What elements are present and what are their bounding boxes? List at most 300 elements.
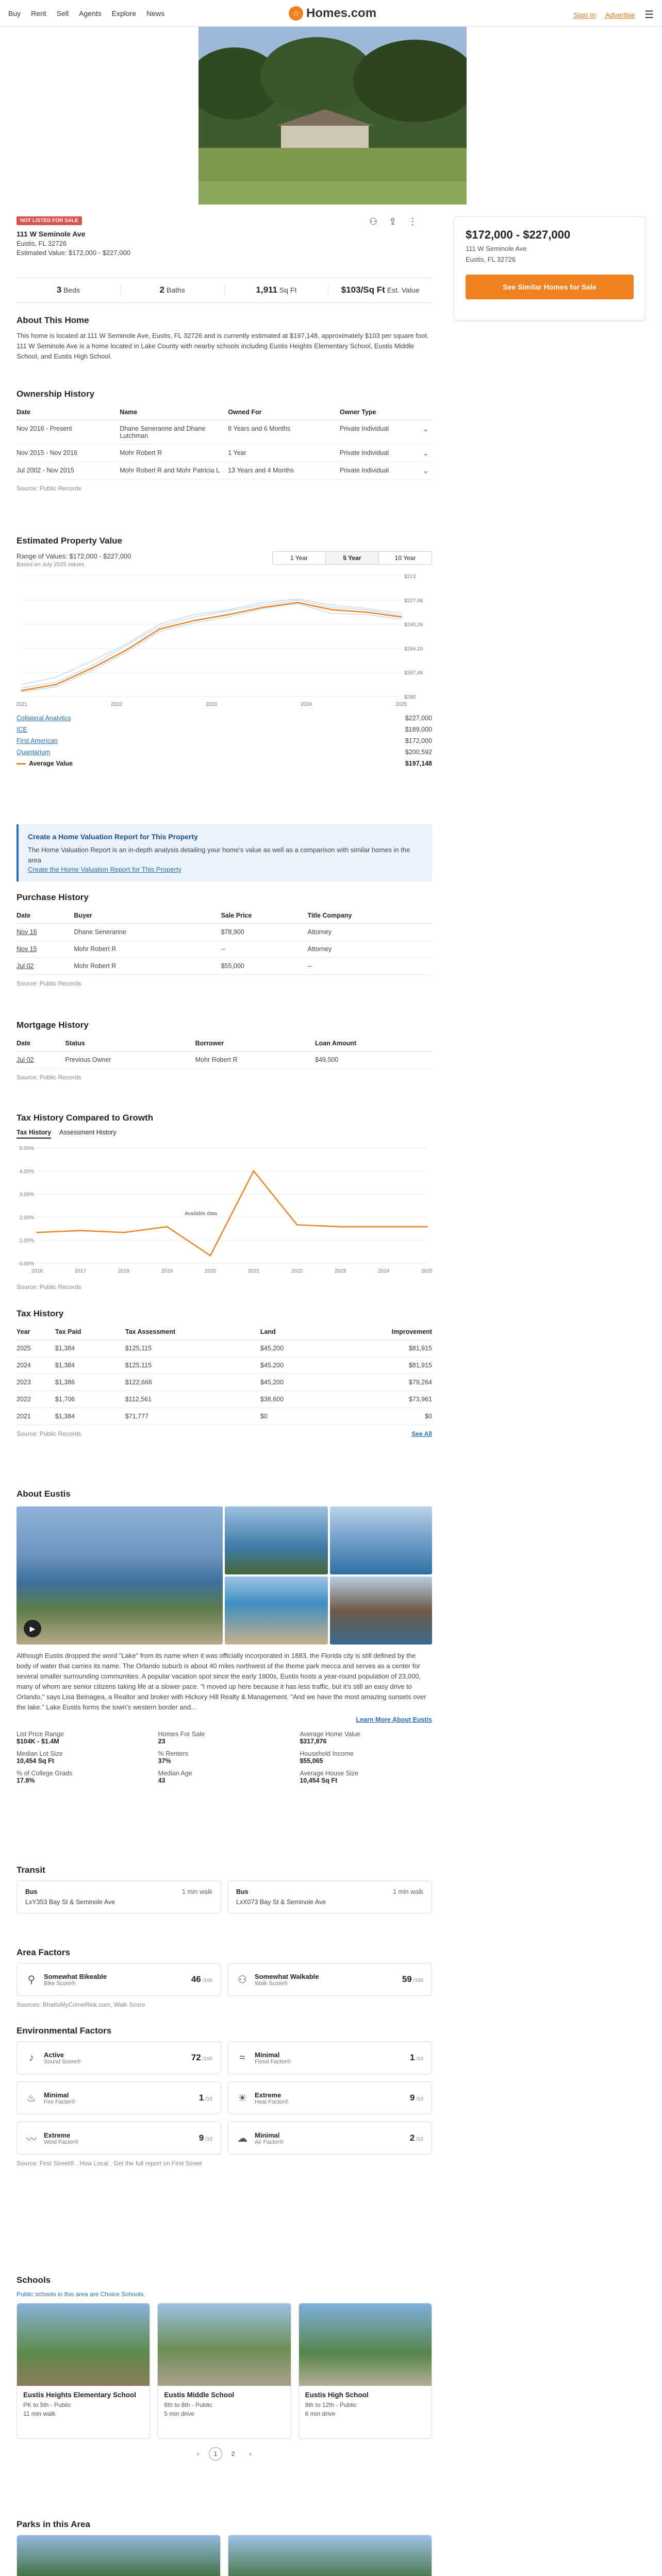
table-row[interactable] — [16, 462, 432, 480]
cell: Previous Owner — [65, 1052, 195, 1069]
col-improvement: Improvement — [323, 1324, 432, 1340]
factor-sub: Wind Factor® — [44, 2139, 79, 2145]
value-row — [16, 713, 432, 724]
factor-sub: Bike Score® — [44, 1980, 76, 1987]
col-owner-type: Owner Type — [340, 404, 423, 420]
cell: $38,600 — [260, 1391, 323, 1408]
estimated-value: Estimated Value: $172,000 - $227,000 — [16, 249, 130, 257]
about-section — [16, 315, 432, 362]
tax-growth-title: Tax History Compared to Growth — [16, 1113, 154, 1123]
chevron-down-icon[interactable]: ⌄ — [423, 462, 432, 480]
source-first-american[interactable]: First American — [16, 737, 58, 744]
table-row — [16, 1374, 432, 1391]
estimate-chart — [16, 571, 432, 710]
eustis-photo-main[interactable] — [16, 1506, 223, 1645]
nav-explore[interactable]: Explore — [111, 9, 137, 18]
cell: $125,115 — [125, 1340, 260, 1357]
data-point — [340, 1226, 341, 1228]
col-loan: Loan Amount — [315, 1036, 432, 1052]
data-point — [366, 612, 368, 613]
cell: $45,200 — [260, 1374, 323, 1391]
x-tick-label: 2023 — [205, 702, 218, 707]
y-tick-label: 5.00% — [19, 1146, 34, 1151]
data-point — [159, 628, 160, 630]
eustis-photo-5[interactable] — [330, 1577, 432, 1645]
x-tick-label: 2019 — [161, 1268, 173, 1274]
data-point — [210, 1255, 211, 1257]
y-tick-label: $240,26 — [404, 622, 423, 628]
cell: 1 Year — [228, 445, 340, 462]
valuation-callout — [16, 824, 432, 882]
schools-section — [16, 2275, 432, 2461]
stat-value: 43 — [158, 1777, 166, 1784]
purchase-table — [16, 908, 432, 975]
factor-score: 9 /10 — [409, 2093, 423, 2103]
x-tick-label: 2016 — [31, 1268, 43, 1274]
stat-value: $317,876 — [300, 1738, 327, 1745]
school-card[interactable] — [299, 2303, 432, 2439]
table-row — [16, 1391, 432, 1408]
table-row — [16, 941, 432, 958]
cell: Mohr Robert R — [74, 941, 221, 958]
y-tick-label: 2.00% — [19, 1215, 34, 1221]
stat-cell — [300, 1750, 432, 1765]
factor-name: Minimal — [255, 2050, 280, 2059]
factor-sub: Flood Factor® — [255, 2058, 291, 2065]
stat-cell — [16, 1750, 149, 1765]
data-point — [167, 1226, 168, 1228]
tab-tax-history[interactable]: Tax History — [16, 1129, 51, 1139]
data-point — [426, 1226, 428, 1228]
col-name: Name — [120, 404, 228, 420]
transit-distance: 1 min walk — [392, 1888, 423, 1895]
cell: Dhane Seneranne and Dhane Lutchman — [120, 420, 228, 445]
cell: Private Individual — [340, 445, 423, 462]
factor-sub: Sound Score® — [44, 2058, 81, 2065]
table-row — [16, 1340, 432, 1357]
eustis-body — [16, 1651, 432, 1784]
x-tick-label: 2024 — [300, 702, 312, 707]
similar-homes-button[interactable]: See Similar Homes for Sale — [466, 275, 634, 299]
factor-name: Active — [44, 2050, 64, 2059]
cell: 8 Years and 6 Months — [228, 420, 340, 445]
fire-icon: ♨ — [27, 2092, 36, 2104]
score-value: 72 — [191, 2053, 201, 2062]
estimate-title: Estimated Property Value — [16, 536, 123, 546]
parks-title: Parks in this Area — [16, 2519, 90, 2529]
data-point — [383, 1226, 385, 1228]
table-row — [16, 1408, 432, 1425]
x-tick-label: 2017 — [74, 1268, 87, 1274]
data-point — [55, 684, 57, 685]
factor-sub: Walk Score® — [255, 1980, 288, 1987]
cell: $45,200 — [260, 1340, 323, 1357]
stat-cell — [158, 1770, 291, 1784]
x-tick-label: 2024 — [377, 1268, 390, 1274]
status-badge: NOT LISTED FOR SALE — [16, 216, 82, 225]
area-section — [16, 1947, 432, 2008]
col-date: Date — [16, 908, 74, 924]
eustis-photo-2[interactable] — [225, 1506, 328, 1574]
tab-1-year[interactable]: 1 Year — [273, 552, 326, 564]
menu-icon[interactable]: ☰ — [644, 9, 654, 21]
cell[interactable]: Jul 02 — [16, 1052, 65, 1069]
homes-logo[interactable] — [289, 6, 376, 21]
baths-value: 2 — [159, 285, 164, 295]
table-row[interactable] — [16, 420, 432, 445]
source-ice[interactable]: ICE — [16, 726, 27, 733]
factor-score: 59 /100 — [402, 1974, 423, 1984]
col-year: Year — [16, 1324, 55, 1340]
env-source: Source: First Street® . How Local . Get the full report on First Street — [16, 2160, 202, 2167]
tax-history-table — [16, 1324, 432, 1425]
nav-rent[interactable]: Rent — [31, 9, 46, 18]
data-point — [296, 1224, 298, 1226]
school-name: Eustis High School — [305, 2391, 369, 2399]
tab-assessment-history[interactable]: Assessment History — [59, 1129, 117, 1136]
callout-title: Create a Home Valuation Report for This Property — [28, 833, 198, 841]
data-point — [332, 609, 333, 611]
col-land: Land — [260, 1324, 323, 1340]
about-title: About This Home — [16, 315, 89, 325]
walk-icon: ⚇ — [238, 1974, 247, 1986]
cell: 2021 — [16, 1408, 55, 1425]
stat-cell — [300, 1770, 432, 1784]
table-row[interactable] — [16, 445, 432, 462]
cell: Mohr Robert R — [74, 958, 221, 975]
estimate-section — [16, 536, 432, 769]
cell: $45,200 — [260, 1357, 323, 1374]
school-card[interactable] — [157, 2303, 291, 2439]
y-tick-label: $267,48 — [404, 670, 423, 676]
y-tick-label: 3.00% — [19, 1192, 34, 1198]
schools-subtitle: Public schools in this area are Choice Schools. — [16, 2291, 145, 2298]
factor-card[interactable] — [227, 1963, 432, 1996]
schools-pager — [16, 2447, 432, 2461]
cell: $1,384 — [55, 1340, 125, 1357]
air-icon: ☁ — [237, 2132, 247, 2144]
cell: $1,706 — [55, 1391, 125, 1408]
stat-value: 10,454 Sq Ft — [300, 1777, 338, 1784]
score-value: 59 — [402, 1974, 412, 1984]
factor-card[interactable] — [16, 2081, 221, 2114]
env-title: Environmental Factors — [16, 2026, 112, 2036]
cell: 2022 — [16, 1391, 55, 1408]
data-point — [21, 690, 23, 691]
cell: $81,915 — [323, 1357, 432, 1374]
flood-icon: ≈ — [239, 2052, 245, 2063]
env-section — [16, 2026, 432, 2167]
area-title: Area Factors — [16, 1947, 70, 1957]
series-line — [22, 602, 401, 690]
cell: -- — [308, 958, 432, 975]
school-card[interactable] — [16, 2303, 150, 2439]
schools-title: Schools — [16, 2275, 51, 2285]
cell: $1,384 — [55, 1357, 125, 1374]
tax-history-title: Tax History — [16, 1309, 64, 1318]
data-point — [297, 602, 299, 603]
factor-card[interactable] — [16, 2122, 221, 2155]
park-card[interactable] — [16, 2535, 221, 2576]
next-icon[interactable]: › — [250, 2450, 252, 2458]
school-meta: PK to 5th - Public — [23, 2401, 71, 2409]
x-tick-label: 2022 — [110, 702, 123, 707]
nav-right — [573, 8, 654, 21]
eustis-photos[interactable] — [16, 1506, 432, 1645]
chevron-down-icon[interactable]: ⌄ — [423, 445, 432, 462]
factor-card[interactable] — [16, 2041, 221, 2074]
cell: 2025 — [16, 1340, 55, 1357]
page-2[interactable]: 2 — [231, 2450, 235, 2458]
listing-actions — [369, 216, 417, 227]
stat-label: Median Age — [158, 1770, 192, 1777]
x-tick-label: 2021 — [16, 702, 28, 707]
cell[interactable]: Jul 02 — [16, 958, 74, 975]
park-photo — [228, 2535, 432, 2576]
cell: $0 — [260, 1408, 323, 1425]
cell: $112,561 — [125, 1391, 260, 1408]
data-point — [253, 1170, 255, 1172]
data-point — [228, 614, 229, 615]
stat-price-per-sqft — [328, 285, 432, 295]
factor-card[interactable] — [227, 2041, 432, 2074]
mortgage-source: Source: Public Records — [16, 1074, 81, 1081]
cell: -- — [221, 941, 308, 958]
factor-card[interactable] — [16, 1963, 221, 1996]
stat-beds — [16, 285, 121, 295]
x-tick-label: 2025 — [421, 1268, 432, 1274]
nav-news[interactable]: News — [146, 9, 165, 18]
col-price: Sale Price — [221, 908, 308, 924]
series-line — [37, 1171, 427, 1256]
x-tick-label: 2023 — [334, 1268, 346, 1274]
bike-icon: ⚲ — [27, 1974, 36, 1986]
cell[interactable]: Nov 15 — [16, 941, 74, 958]
prev-icon[interactable]: ‹ — [197, 2450, 199, 2458]
factor-name: Minimal — [44, 2091, 69, 2099]
stat-cell — [158, 1731, 291, 1745]
school-distance: 6 min drive — [305, 2410, 336, 2417]
cell: 2024 — [16, 1357, 55, 1374]
sqft-value: 1,911 — [256, 285, 277, 295]
cell: Nov 2016 - Present — [16, 420, 120, 445]
transit-section — [16, 1865, 432, 1913]
cell: $81,915 — [323, 1340, 432, 1357]
factor-score: 1 /10 — [198, 2093, 212, 2103]
score-value: 1 — [198, 2093, 204, 2103]
factor-score: 2 /10 — [409, 2133, 423, 2143]
factor-card[interactable] — [227, 2081, 432, 2114]
source-quantarium[interactable]: Quantarium — [16, 749, 51, 756]
cell: Dhane Seneranne — [74, 924, 221, 941]
cell: 2023 — [16, 1374, 55, 1391]
play-icon[interactable]: ▶ — [24, 1620, 41, 1637]
school-meta: 6th to 8th - Public — [164, 2401, 212, 2409]
eustis-stats — [16, 1731, 432, 1784]
y-tick-label: 1.00% — [19, 1238, 34, 1244]
cell: $55,000 — [221, 958, 308, 975]
ownership-source: Source: Public Records — [16, 485, 81, 492]
purchase-title: Purchase History — [16, 892, 89, 902]
cell: $73,961 — [323, 1391, 432, 1408]
school-photo — [17, 2303, 150, 2386]
share-icon[interactable]: ⇪ — [389, 216, 397, 227]
school-photo — [158, 2303, 290, 2386]
data-point — [123, 1232, 125, 1233]
transit-type: Bus — [236, 1888, 249, 1895]
value: $200,592 — [405, 749, 432, 756]
factor-name: Extreme — [255, 2091, 282, 2099]
cell: $79,264 — [323, 1374, 432, 1391]
factor-sub: Air Factor® — [255, 2139, 284, 2145]
cell: Mohr Robert R — [195, 1052, 315, 1069]
cell: Nov 2015 - Nov 2016 — [16, 445, 120, 462]
nav-links — [8, 9, 164, 18]
stat-label: Average Home Value — [300, 1731, 360, 1738]
transit-name: LxY353 Bay St & Seminole Ave — [25, 1899, 115, 1906]
source-collateral[interactable]: Collateral Analytics — [16, 715, 71, 722]
nav-agents[interactable]: Agents — [79, 9, 102, 18]
ownership-title: Ownership History — [16, 389, 95, 399]
street-address: 111 W Seminole Ave — [16, 230, 86, 238]
stat-label: % Renters — [158, 1750, 189, 1757]
transit-title: Transit — [16, 1865, 45, 1875]
stat-label: % of College Grads — [16, 1770, 73, 1777]
nav-sell[interactable]: Sell — [56, 9, 69, 18]
estimate-tabs — [272, 551, 432, 565]
tax-growth-section — [16, 1113, 432, 1291]
top-nav — [0, 0, 662, 27]
learn-more-link[interactable]: Learn More About Eustis — [356, 1716, 432, 1723]
transit-card[interactable] — [16, 1880, 221, 1913]
parks-section — [16, 2519, 432, 2576]
account-icon[interactable]: ⚇ — [369, 216, 378, 227]
transit-distance: 1 min walk — [181, 1888, 212, 1895]
mortgage-section — [16, 1020, 432, 1081]
transit-card[interactable] — [227, 1880, 432, 1913]
stat-label: Homes For Sale — [158, 1731, 205, 1738]
tax-growth-source: Source: Public Records — [16, 1283, 81, 1291]
factor-name: Somewhat Bikeable — [44, 1972, 107, 1980]
cell[interactable]: Nov 16 — [16, 924, 74, 941]
col-tax-paid: Tax Paid — [55, 1324, 125, 1340]
tab-5-year[interactable]: 5 Year — [326, 552, 379, 564]
x-tick-label: 2018 — [118, 1268, 130, 1274]
data-point — [80, 1230, 81, 1231]
stat-value: 10,454 Sq Ft — [16, 1757, 54, 1765]
baths-label: Baths — [166, 286, 185, 294]
value: $189,000 — [405, 726, 432, 733]
factor-score: 1 /10 — [409, 2053, 423, 2062]
average-value: $197,148 — [405, 760, 432, 767]
value: $227,000 — [405, 715, 432, 722]
ownership-section — [16, 389, 432, 492]
score-value: 2 — [409, 2133, 415, 2143]
tab-10-year[interactable]: 10 Year — [394, 554, 416, 562]
transit-name: LxX073 Bay St & Seminole Ave — [236, 1899, 326, 1906]
eustis-photo-3[interactable] — [330, 1506, 432, 1574]
cell: $71,777 — [125, 1408, 260, 1425]
stat-cell — [16, 1731, 149, 1745]
page-1[interactable]: 1 — [209, 2447, 222, 2461]
data-point — [401, 616, 402, 618]
sign-in-link[interactable]: Sign In — [573, 10, 596, 19]
col-owned-for: Owned For — [228, 404, 340, 420]
col-title: Title Company — [308, 908, 432, 924]
mortgage-title: Mortgage History — [16, 1020, 89, 1030]
average-label-text: Average Value — [29, 760, 73, 767]
x-tick-label: 2020 — [204, 1268, 217, 1274]
y-tick-label: $280 — [404, 694, 416, 700]
stat-value: 23 — [158, 1738, 166, 1745]
card-street: 111 W Seminole Ave — [466, 245, 527, 252]
eustis-photo-4[interactable] — [225, 1577, 328, 1645]
table-row — [16, 924, 432, 941]
tax-growth-chart — [16, 1143, 432, 1277]
score-value: 9 — [409, 2093, 415, 2103]
area-source: Sources: BhattsMyCrimeRisk.com, Walk Score — [16, 2001, 145, 2008]
callout-link[interactable]: Create the Home Valuation Report for This Property — [28, 866, 181, 873]
eustis-title: About Eustis — [16, 1489, 71, 1499]
stat-value: $55,065 — [300, 1757, 323, 1765]
factor-name: Extreme — [44, 2131, 71, 2139]
school-distance: 11 min walk — [23, 2410, 56, 2417]
card-city: Eustis, FL 32726 — [466, 256, 516, 263]
logo-text: Homes.com — [306, 6, 377, 20]
purchase-source: Source: Public Records — [16, 980, 81, 987]
stat-label: Median Lot Size — [16, 1750, 63, 1757]
purchase-section — [16, 892, 432, 987]
table-row — [16, 1357, 432, 1374]
property-photo[interactable] — [198, 27, 467, 205]
factor-score: 9 /10 — [198, 2133, 212, 2143]
stat-cell — [158, 1750, 291, 1765]
school-name: Eustis Heights Elementary School — [23, 2391, 137, 2399]
cell: Attorney — [308, 941, 432, 958]
stat-value: $104K - $1.4M — [16, 1738, 59, 1745]
y-tick-label: $213 — [404, 574, 416, 580]
nav-buy[interactable]: Buy — [8, 9, 21, 18]
see-all-link[interactable]: See All — [411, 1430, 432, 1437]
ppsf-value: $103/Sq Ft — [341, 285, 385, 295]
chevron-down-icon[interactable]: ⌄ — [423, 420, 432, 445]
beds-value: 3 — [56, 285, 62, 295]
data-point — [90, 668, 91, 670]
estimate-based: Based on July 2025 values — [16, 562, 85, 568]
cell: Mohr Robert R and Mohr Patricia L — [120, 462, 228, 480]
stat-sqft — [225, 285, 329, 295]
x-tick-label: 2022 — [291, 1268, 303, 1274]
cell: $49,500 — [315, 1052, 432, 1069]
school-name: Eustis Middle School — [164, 2391, 235, 2399]
estimate-range: Range of Values: $172,000 - $227,000 — [16, 552, 131, 560]
value: $172,000 — [405, 737, 432, 744]
col-status: Status — [65, 1036, 195, 1052]
factor-card[interactable] — [227, 2122, 432, 2155]
more-icon[interactable]: ⋮ — [408, 216, 418, 227]
stat-value: 37% — [158, 1757, 171, 1765]
advertise-link[interactable]: Advertise — [605, 10, 636, 19]
x-tick-label: 2025 — [395, 702, 407, 707]
park-card[interactable] — [228, 2535, 432, 2576]
col-date: Date — [16, 1036, 65, 1052]
cell: $78,900 — [221, 924, 308, 941]
average-label — [16, 760, 73, 767]
wind-icon: 〰 — [26, 2133, 37, 2145]
stat-value: 17.8% — [16, 1777, 35, 1784]
school-distance: 5 min drive — [164, 2410, 195, 2417]
y-tick-label: $254,20 — [404, 646, 423, 652]
